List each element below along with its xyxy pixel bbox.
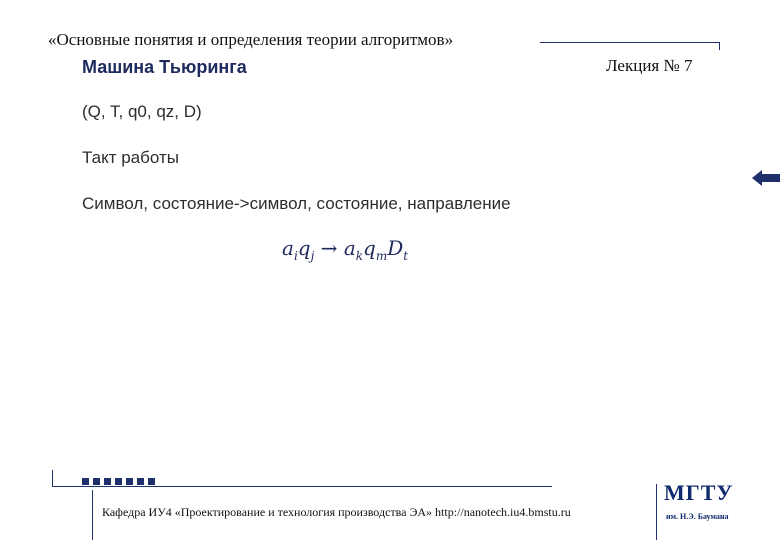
side-bar — [762, 174, 780, 182]
footer-rule — [52, 486, 552, 487]
course-title: «Основные понятия и определения теории алгоритмов» — [48, 30, 454, 49]
footer-logo-divider — [656, 484, 657, 540]
header-rule-tick — [719, 42, 720, 50]
transition-rule-text: Символ, состояние->символ, состояние, направление — [82, 194, 511, 213]
square-marker — [148, 478, 155, 485]
square-marker — [93, 478, 100, 485]
mgtu-logo-subtitle: им. Н.Э. Баумана — [666, 512, 729, 521]
department-footer: Кафедра ИУ4 «Проектирование и технология производства ЭА» http://nanotech.iu4.bmstu.ru — [102, 505, 571, 519]
square-marker — [126, 478, 133, 485]
formula-a-k: $a_k$ — [343, 236, 364, 263]
formula-q-m: $q_m$ — [363, 236, 388, 263]
formula-arrow: → — [314, 236, 344, 260]
footer-divider — [92, 490, 93, 540]
square-marker — [82, 478, 89, 485]
lecture-number: Лекция № 7 — [606, 56, 693, 75]
footer-left-tick — [52, 470, 53, 486]
footer-square-markers — [82, 478, 155, 485]
tact-label: Такт работы — [82, 148, 179, 167]
transition-formula — [282, 236, 408, 263]
mgtu-logo: МГТУ — [664, 480, 734, 505]
formula-d-t: $D_t$ — [387, 236, 409, 263]
slide-heading: Машина Тьюринга — [82, 57, 247, 77]
formula-q-j: $q_j$ — [297, 236, 315, 263]
square-marker — [115, 478, 122, 485]
square-marker — [137, 478, 144, 485]
side-arrow-marker — [752, 170, 762, 186]
turing-tuple: (Q, T, q0, qz, D) — [82, 102, 202, 121]
formula-a-i: $a_i$ — [282, 236, 298, 263]
header-rule — [540, 42, 720, 43]
square-marker — [104, 478, 111, 485]
